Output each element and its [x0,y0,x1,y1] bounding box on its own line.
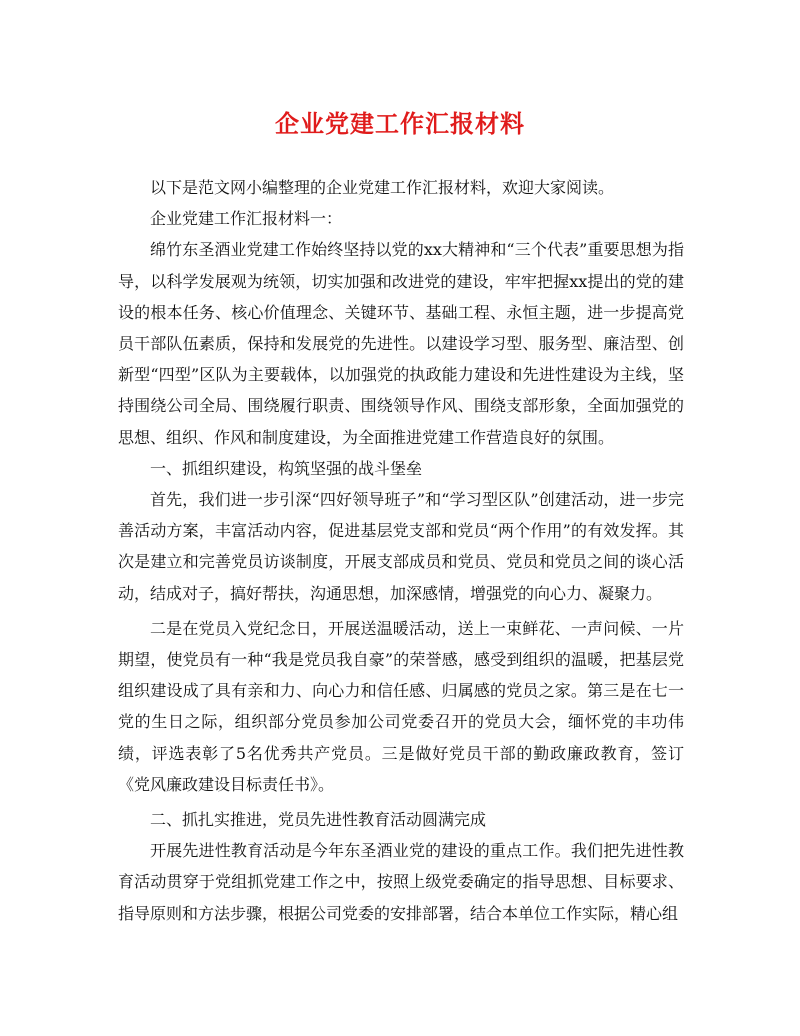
organization-paragraph-1: 首先，我们进一步引深“四好领导班子”和“学习型区队”创建活动，进一步完善活动方案，丰富活动内容，促进基层党支部和党员“两个作用”的有效发挥。其次是建立和完善党员访谈制度，开展支部成员和党员、党员和党员之间的谈心活动，结成对子，搞好帮扶，沟通思想，加深感情，增强党的向心力、凝聚力。 [118,490,684,603]
section-heading-organization: 一、抓组织建设，构筑坚强的战斗堡垒 [150,458,423,478]
document-body [118,172,684,929]
overview-paragraph: 绵竹东圣酒业党建工作始终坚持以党的xx大精神和“三个代表”重要思想为指导，以科学发展观为统领，切实加强和改进党的建设，牢牢把握xx提出的党的建设的根本任务、核心价值理念、关键环节、基础工程、永恒主题，进一步提高党员干部队伍素质，保持和发展党的先进性。以建设学习型、服务型、廉洁型、创新型“四型”区队为主要载体，以加强党的执政能力建设和先进性建设为主线，坚持围绕公司全局、围绕履行职责、围绕领导作风、围绕支部形象，全面加强党的思想、组织、作风和制度建设，为全面推进党建工作营造良好的氛围。 [118,240,684,447]
section-heading-education: 二、抓扎实推进，党员先进性教育活动圆满完成 [150,810,487,830]
organization-paragraph-2: 二是在党员入党纪念日，开展送温暖活动，送上一束鲜花、一声问候、一片期望，使党员有一种“我是党员我自豪”的荣誉感，感受到组织的温暖，把基层党组织建设成了具有亲和力、向心力和信任感、归属感的党员之家。第三是在七一党的生日之际，组织部分党员参加公司党委召开的党员大会，缅怀党的丰功伟绩，评选表彰了5名优秀共产党员。三是做好党员干部的勤政廉政教育，签订《党风廉政建设目标责任书》。 [118,618,684,794]
section-heading-material-one: 企业党建工作汇报材料一： [150,209,343,229]
intro-paragraph: 以下是范文网小编整理的企业党建工作汇报材料，欢迎大家阅读。 [150,178,615,197]
education-paragraph: 开展先进性教育活动是今年东圣酒业党的建设的重点工作。我们把先进性教育活动贯穿于党组抓党建工作之中，按照上级党委确定的指导思想、目标要求、指导原则和方法步骤，根据公司党委的安排部署，结合本单位工作实际，精心组 [118,841,684,923]
document-title: 企业党建工作汇报材料 [275,109,525,138]
